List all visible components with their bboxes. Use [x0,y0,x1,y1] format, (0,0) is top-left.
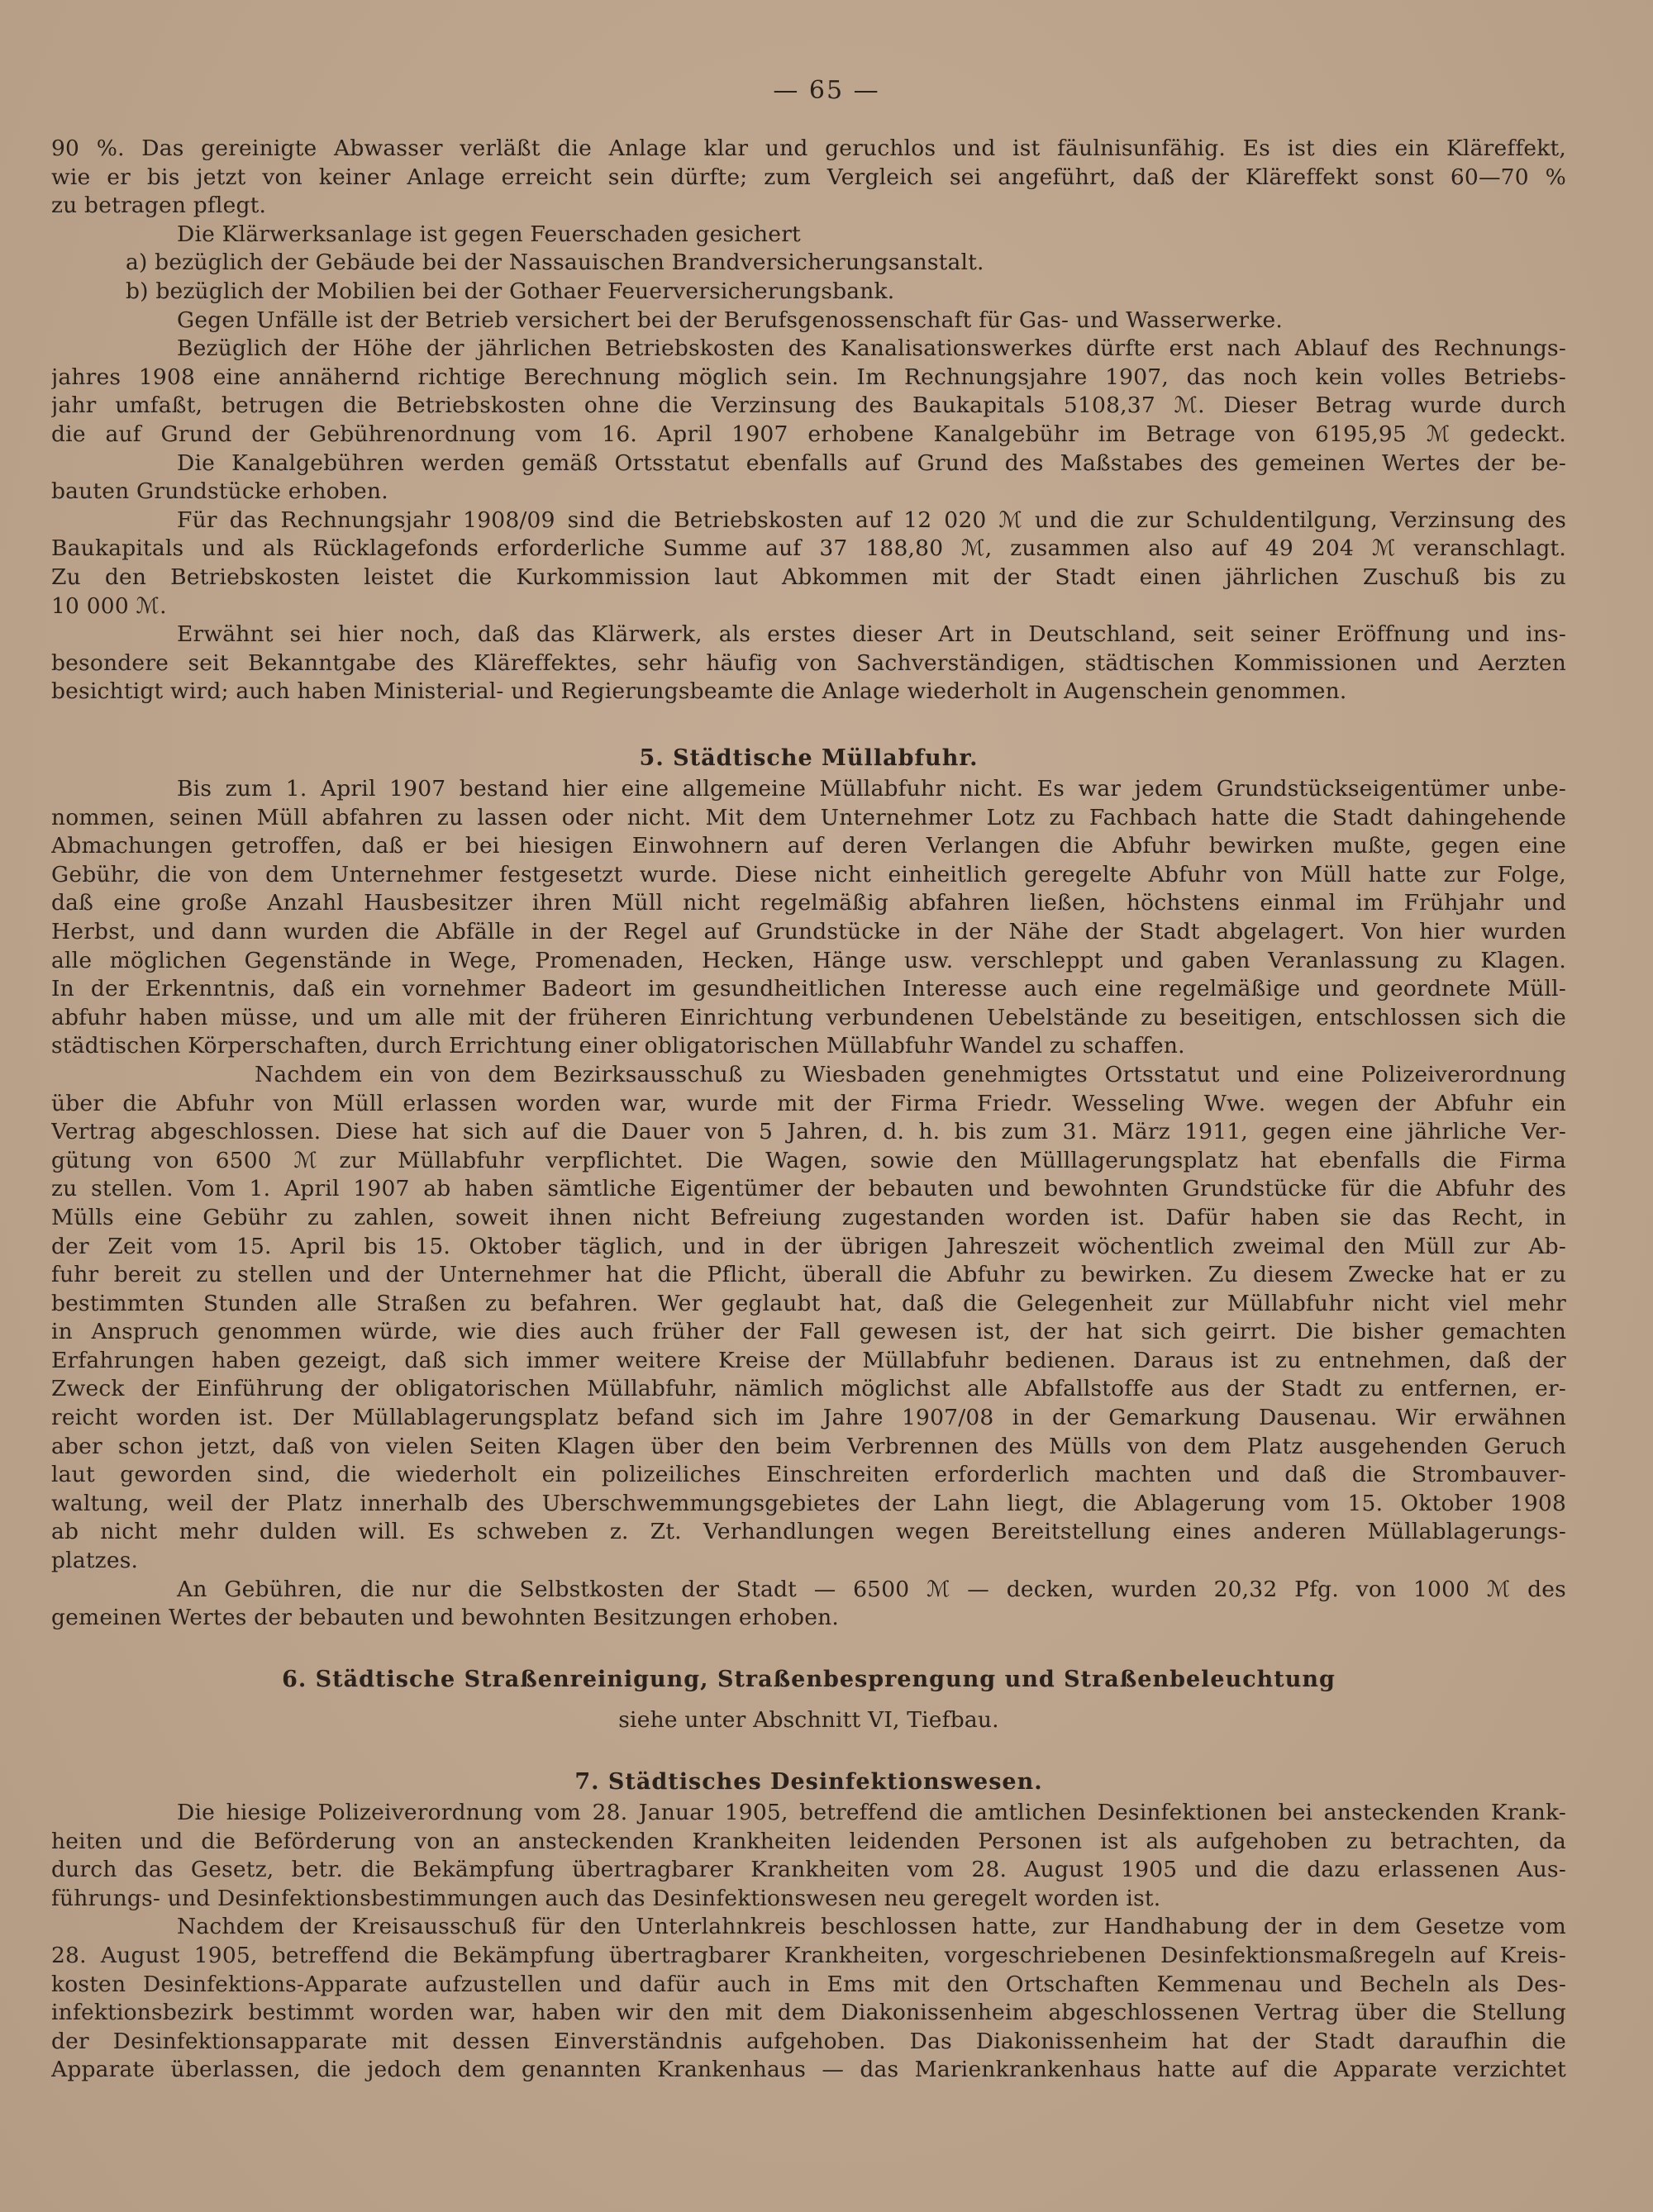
text-line: abfuhr haben müsse, und um alle mit der früheren Einrichtung verbundenen Uebelstände zu beseitigen, entschlossen sich die [51,1004,1566,1030]
text-line: jahr umfaßt, betrugen die Betriebskosten ohne die Verzinsung des Baukapitals 5108,37 ℳ. Dieser Betrag wurde durch [51,392,1566,419]
section-heading: 7. Städtisches Desinfektionswesen. [574,1769,1043,1795]
text-line: In der Erkenntnis, daß ein vornehmer Badeort im gesundheitlichen Interesse auch eine regelmäßige und geordnete Müll- [51,976,1566,1002]
text-line: durch das Gesetz, betr. die Bekämpfung übertragbarer Krankheiten vom 28. August 1905 und die dazu erlassenen Aus- [51,1857,1566,1883]
text-line: zu betragen pflegt. [51,193,267,219]
insurance-intro: Die Klärwerksanlage ist gegen Feuerschaden gesichert [177,221,801,247]
text-line: gütung von 6500 ℳ zur Müllabfuhr verpflichtet. Die Wagen, sowie den Mülllagerungsplatz hat ebenfalls die Firma [51,1147,1566,1173]
text-line: Erfahrungen haben gezeigt, daß sich immer weitere Kreise der Müllabfuhr bedienen. Daraus ist zu entnehmen, daß der [51,1347,1566,1373]
text-line: Baukapitals und als Rücklagefonds erforderliche Summe auf 37 188,80 ℳ, zusammen also auf 49 204 ℳ veranschlagt. [51,535,1566,562]
text-line: der Zeit vom 15. April bis 15. Oktober täglich, und in der übrigen Jahreszeit wöchentlich zweimal den Müll zur Ab- [51,1233,1566,1259]
text-line: waltung, weil der Platz innerhalb des Uberschwemmungsgebietes der Lahn liegt, die Ablagerung vom 15. Oktober 1908 [51,1490,1566,1516]
text-line: Bis zum 1. April 1907 bestand hier eine allgemeine Müllabfuhr nicht. Es war jedem Grundstückseigentümer unbe- [177,776,1566,802]
text-line: platzes. [51,1548,139,1574]
section-heading: 6. Städtische Straßenreinigung, Straßenbesprengung und Straßenbeleuchtung [282,1667,1336,1692]
text-line: Apparate überlassen, die jedoch dem genannten Krankenhaus — das Marienkrankenhaus hatte auf die Apparate verzichtet [51,2057,1566,2083]
text-line: bestimmten Stunden alle Straßen zu befahren. Wer geglaubt hat, daß die Gelegenheit zur Müllabfuhr nicht viel mehr [51,1290,1566,1316]
section-6 [51,1663,1566,1735]
text-line: Zu den Betriebskosten leistet die Kurkommission laut Abkommen mit der Stadt einen jährlichen Zuschuß bis zu [51,564,1566,590]
text-line: in Anspruch genommen würde, wie dies auch früher der Fall gewesen ist, der hat sich geirrt. Die bisher gemachten [51,1319,1566,1345]
text-line: Abmachungen getroffen, daß er bei hiesigen Einwohnern auf deren Verlangen die Abfuhr bewirken mußte, gegen eine [51,833,1566,859]
text-line: Bezüglich der Höhe der jährlichen Betriebskosten des Kanalisationswerkes dürfte erst nach Ablauf des Rechnungs- [177,335,1566,362]
text-line: kosten Desinfektions-Apparate aufzustellen und dafür auch in Ems mit den Ortschaften Kemmenau und Becheln als Des- [51,1971,1566,1997]
text-line: gemeinen Wertes der bebauten und bewohnten Besitzungen erhoben. [51,1605,839,1631]
page-number: — 65 — [773,76,880,105]
intro-paragraph [51,135,1566,706]
text-line: 28. August 1905, betreffend die Bekämpfung übertragbarer Krankheiten, vorgeschriebenen Desinfektionsmaßregeln auf Kreis- [51,1942,1566,1968]
text-line: der Desinfektionsapparate mit dessen Einverständnis aufgehoben. Das Diakonissenheim hat der Stadt daraufhin die [51,2028,1566,2054]
text-line: besondere seit Bekanntgabe des Kläreffektes, sehr häufig von Sachverständigen, städtischen Kommissionen und Aerzten [51,649,1566,676]
text-line: nommen, seinen Müll abfahren zu lassen oder nicht. Mit dem Unternehmer Lotz zu Fachbach hatte die Stadt dahingehende [51,804,1566,830]
text-line: führungs- und Desinfektionsbestimmungen auch das Desinfektionswesen neu geregelt worden ist. [51,1885,1161,1911]
text-line: aber schon jetzt, daß von vielen Seiten Klagen über den beim Verbrennen des Mülls von dem Platz ausgehenden Geruch [51,1433,1566,1459]
text-line: zu stellen. Vom 1. April 1907 ab haben sämtliche Eigentümer der bebauten und bewohnten Grundstücke für die Abfuhr des [51,1176,1566,1202]
text-line: jahres 1908 eine annähernd richtige Berechnung möglich sein. Im Rechnungsjahre 1907, das noch kein volles Betriebs- [51,364,1566,390]
insurance-item-a: a) bezüglich der Gebäude bei der Nassauischen Brandversicherungsanstalt. [126,250,984,276]
text-line: die auf Grund der Gebührenordnung vom 16. April 1907 erhobene Kanalgebühr im Betrage von 6195,95 ℳ gedeckt. [51,421,1566,447]
text-line: Vertrag abgeschlossen. Diese hat sich auf die Dauer von 5 Jahren, d. h. bis zum 31. März 1911, gegen eine jährliche Ver- [51,1119,1566,1145]
text-line: infektionsbezirk bestimmt worden war, haben wir den mit dem Diakonissenheim abgeschlossenen Vertrag über die Stellung [51,2000,1566,2026]
text-line: Zweck der Einführung der obligatorischen Müllabfuhr, nämlich möglichst alle Abfallstoffe aus der Stadt zu entfernen, er- [51,1376,1566,1402]
insurance-item-b: b) bezüglich der Mobilien bei der Gothaer Feuerversicherungsbank. [126,278,895,304]
text-line: Nachdem der Kreisausschuß für den Unterlahnkreis beschlossen hatte, zur Handhabung der in dem Gesetze vom [177,1914,1566,1940]
text-line: laut geworden sind, die wiederholt ein polizeiliches Einschreiten erforderlich machten und daß die Strombauver- [51,1462,1566,1488]
text-line: Die Kanalgebühren werden gemäß Ortsstatut ebenfalls auf Grund des Maßstabes des gemeinen Wertes der be- [177,450,1566,476]
text-line: 90 %. Das gereinigte Abwasser verläßt die Anlage klar und geruchlos und ist fäulnisunfähig. Es ist dies ein Kläreffekt, [51,136,1566,161]
text-line: Die hiesige Polizeiverordnung vom 28. Januar 1905, betreffend die amtlichen Desinfektionen bei ansteckenden Krank- [177,1800,1566,1825]
section-5 [51,742,1566,1633]
text-line: wie er bis jetzt von keiner Anlage erreicht sein dürfte; zum Vergleich sei angeführt, daß der Kläreffekt sonst 60—70 % [51,164,1566,190]
text-line: städtischen Körperschaften, durch Errichtung einer obligatorischen Müllabfuhr Wandel zu schaffen. [51,1033,1185,1059]
text-line: Herbst, und dann wurden die Abfälle in der Regel auf Grundstücke in der Nähe der Stadt abgelagert. Von hier wurden [51,918,1566,944]
text-line: Für das Rechnungsjahr 1908/09 sind die Betriebskosten auf 12 020 ℳ und die zur Schuldentilgung, Verzinsung des [177,507,1566,533]
text-line: Gebühr, die von dem Unternehmer festgesetzt wurde. Diese nicht einheitlich geregelte Abfuhr von Müll hatte zur Folge, [51,861,1566,887]
accident-insurance-line: Gegen Unfälle ist der Betrieb versichert bei der Berufsgenossenschaft für Gas- und Wasserwerke. [177,307,1283,333]
text-line: 10 000 ℳ. [51,592,167,619]
text-line: Mülls eine Gebühr zu zahlen, soweit ihnen nicht Befreiung zugestanden worden ist. Dafür haben sie das Recht, in [51,1204,1566,1230]
text-line: über die Abfuhr von Müll erlassen worden war, wurde mit der Firma Friedr. Wesseling Wwe. wegen der Abfuhr ein [51,1090,1566,1116]
cross-reference: siehe unter Abschnitt VI, Tiefbau. [618,1707,999,1733]
section-7 [51,1766,1566,2085]
text-line: alle möglichen Gegenstände in Wege, Promenaden, Hecken, Hänge usw. verschleppt und gaben Veranlassung zu Klagen. [51,947,1566,973]
text-line: An Gebühren, die nur die Selbstkosten der Stadt — 6500 ℳ — decken, wurden 20,32 Pfg. von 1000 ℳ des [177,1576,1566,1602]
text-line: bauten Grundstücke erhoben. [51,478,388,505]
text-line: ab nicht mehr dulden will. Es schweben z. Zt. Verhandlungen wegen Bereitstellung eines anderen Müllablagerungs- [51,1519,1566,1545]
text-line: reicht worden ist. Der Müllablagerungsplatz befand sich im Jahre 1907/08 in der Gemarkung Dausenau. Wir erwähnen [51,1405,1566,1431]
text-line: fuhr bereit zu stellen und der Unternehmer hat die Pflicht, überall die Abfuhr zu bewirken. Zu diesem Zwecke hat er zu [51,1262,1566,1288]
text-line: heiten und die Beförderung von an ansteckenden Krankheiten leidenden Personen ist als aufgehoben zu betrachten, da [51,1828,1566,1854]
text-line: besichtigt wird; auch haben Ministerial- und Regierungsbeamte die Anlage wiederholt in Augenschein genommen. [51,678,1347,705]
text-line: daß eine große Anzahl Hausbesitzer ihren Müll nicht regelmäßig abfahren ließen, höchstens einmal im Frühjahr und [51,890,1566,916]
section-heading: 5. Städtische Müllabfuhr. [639,745,979,771]
text-line: Nachdem ein von dem Bezirksausschuß zu Wiesbaden genehmigtes Ortsstatut und eine Polizeiverordnung [255,1061,1566,1087]
text-line: Erwähnt sei hier noch, daß das Klärwerk, als erstes dieser Art in Deutschland, seit seiner Eröffnung und ins- [177,621,1566,648]
